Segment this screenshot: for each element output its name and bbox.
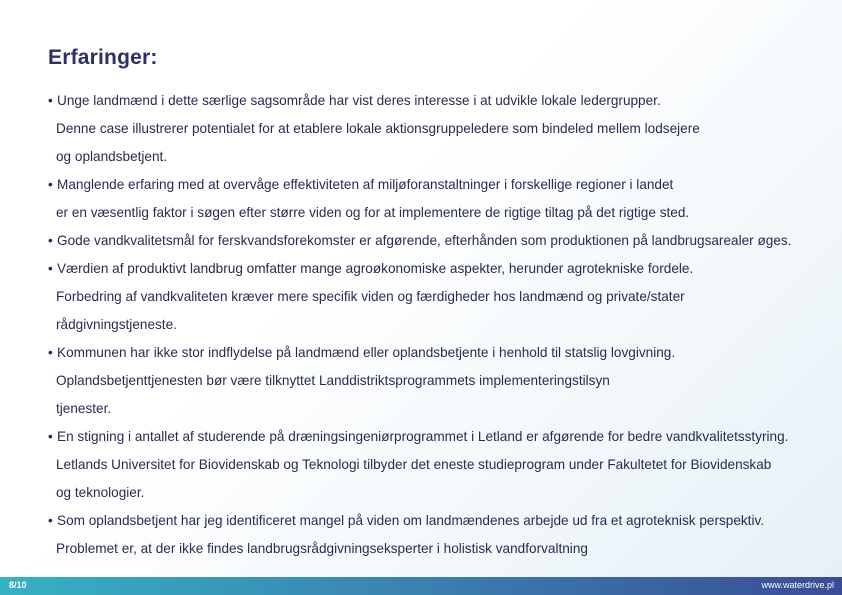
- line-text: En stigning i antallet af studerende på dræningsingeniørprogrammet i Letland er afgørende for bedre vandkvalitetsstyring.: [57, 429, 789, 444]
- bullet-line: [48, 174, 828, 202]
- continuation-line: [48, 118, 828, 146]
- line-text: Som oplandsbetjent har jeg identificeret mangel på viden om landmændenes arbejde ud fra et agroteknisk perspektiv.: [57, 513, 765, 528]
- line-text: Forbedring af vandkvaliteten kræver mere specifik viden og færdigheder hos landmænd og private/stater: [56, 289, 685, 304]
- line-text: Unge landmænd i dette særlige sagsområde har vist deres interesse i at udvikle lokale ledergrupper.: [57, 93, 661, 108]
- continuation-line: [48, 454, 828, 482]
- line-text: Værdien af produktivt landbrug omfatter mange agroøkonomiske aspekter, herunder agrotekniske fordele.: [57, 261, 694, 276]
- continuation-line: [48, 146, 828, 174]
- line-text: er en væsentlig faktor i søgen efter større viden og for at implementere de rigtige tiltag på det rigtige sted.: [56, 205, 690, 220]
- line-text: rådgivningstjeneste.: [56, 317, 177, 332]
- bullet-marker: •: [48, 429, 53, 444]
- bullet-marker: •: [48, 513, 53, 528]
- bullet-line: [48, 426, 828, 454]
- slide-title: Erfaringer:: [48, 46, 158, 69]
- bullet-list: [48, 90, 828, 566]
- line-text: og oplandsbetjent.: [56, 149, 168, 164]
- line-text: Denne case illustrerer potentialet for at etablere lokale aktionsgruppeledere som bindeled mellem lodsejere: [56, 121, 700, 136]
- line-text: Kommunen har ikke stor indflydelse på landmænd eller oplandsbetjente i henhold til statslig lovgivning.: [57, 345, 676, 360]
- bullet-marker: •: [48, 261, 53, 276]
- page-number: 8/10: [9, 580, 27, 590]
- line-text: Gode vandkvalitetsmål for ferskvandsforekomster er afgørende, efterhånden som produktionen på landbrugsarealer øges.: [57, 233, 792, 248]
- continuation-line: [48, 370, 828, 398]
- continuation-line: [48, 482, 828, 510]
- bullet-line: [48, 510, 828, 538]
- continuation-line: [48, 538, 828, 566]
- line-text: og teknologier.: [56, 485, 145, 500]
- bullet-line: [48, 342, 828, 370]
- line-text: Letlands Universitet for Biovidenskab og Teknologi tilbyder det eneste studieprogram under Fakultetet for Biovidenskab: [56, 457, 772, 472]
- line-text: Problemet er, at der ikke findes landbrugsrådgivningseksperter i holistisk vandforvaltning: [56, 541, 588, 556]
- bullet-marker: •: [48, 177, 53, 192]
- bullet-line: [48, 230, 828, 258]
- continuation-line: [48, 314, 828, 342]
- line-text: tjenester.: [56, 401, 112, 416]
- continuation-line: [48, 286, 828, 314]
- bullet-marker: •: [48, 93, 53, 108]
- line-text: Oplandsbetjenttjenesten bør være tilknyttet Landdistriktsprogrammets implementeringstilsyn: [56, 373, 610, 388]
- website-url: www.waterdrive.pl: [761, 580, 834, 590]
- footer-bar: [0, 577, 842, 595]
- bullet-marker: •: [48, 345, 53, 360]
- bullet-marker: •: [48, 233, 53, 248]
- bullet-line: [48, 90, 828, 118]
- line-text: Manglende erfaring med at overvåge effektiviteten af miljøforanstaltninger i forskellige regioner i landet: [57, 177, 674, 192]
- bullet-line: [48, 258, 828, 286]
- continuation-line: [48, 202, 828, 230]
- continuation-line: [48, 398, 828, 426]
